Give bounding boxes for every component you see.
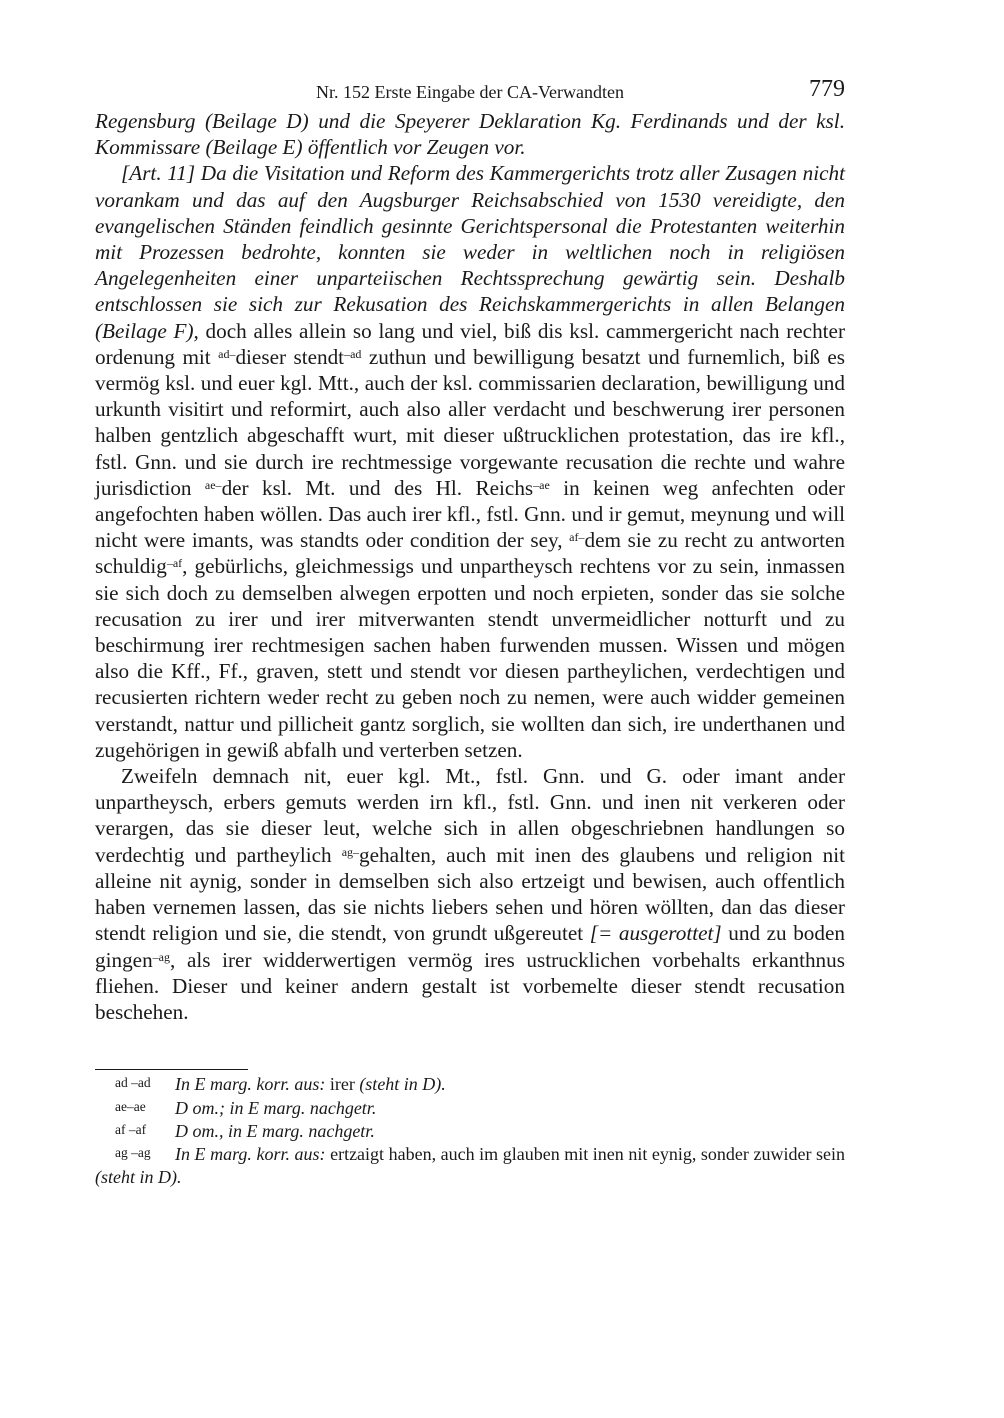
footnotes [95,1072,845,1188]
footnote-mark: af –af [115,1121,147,1137]
footnote [95,1072,845,1095]
footnote-marker: –ae [533,477,550,492]
source-text: gehalten, auch mit inen des glaubens und religion nit alleine nit aynig, sonder in demselben sich also ertzeigt und bewisen, auch offentlich haben vernemen lassen, das sie nichts liebers sehen und hören wöllten, dan das dieser stendt religion und sie, die stendt, von grundt ußgereutet [95,842,846,946]
main-text [95,108,845,1025]
editorial-summary: [Art. 11] Da die Visitation und Reform des Kammergerichts trotz aller Zusagen nicht vorankam und das auf den Augsburger Reichsabschied von 1530 vereidigte, den evangelischen Ständen feindlich gesinnte Gerichtspersonal die Protestanten weiterhin mit Prozessen bedrohte, konnten sie weder in weltlichen noch in religiösen Angelegenheiten einer unparteiischen Rechtssprechung gewärtig sein. Deshalb entschlossen sie sich zur Rekusation des Reichskammergerichts in allen Belangen (Beilage F), [95,161,845,343]
document-page [95,78,845,1188]
footnote-marker: –af [166,556,183,571]
source-text: , als irer widderwertigen vermög ires ustrucklichen vorbehalts erkanthnus fliehen. Dieser und keiner andern gestalt ist vorbemelte dieser stendt recusation beschehen. [95,947,845,1024]
editorial-summary: Regensburg (Beilage D) und die Speyerer Deklaration Kg. Ferdinands und der ksl. Kommissare (Beilage E) öffentlich vor Zeugen vor. [95,109,845,160]
footnote-mark: ae–ae [115,1098,146,1114]
footnote-marker: ag– [341,844,360,859]
footnote [95,1119,845,1142]
footnote-text: D om.; in E marg. nachgetr. [175,1097,377,1118]
source-text: in keinen weg anfechten oder angefochten haben wöllen. Das auch irer kfl., fstl. Gnn. und ir gemut, meynung und will nicht were imants, was standts oder condition der sey, [95,475,845,553]
footnote-marker: af– [569,530,585,545]
page-number: 779 [809,76,845,102]
paragraph-3 [95,763,845,1025]
footnote-mark: ag –ag [115,1145,151,1161]
source-text: dieser stendt [235,344,345,369]
source-text: zuthun und bewilligung besatzt und furnemlich, biß es vermög ksl. und euer kgl. Mtt., auch der ksl. commissarien declaration, bewilligung und urkunth visitirt und reformirt, auch also aller verdacht und beschwerung irer personen halben gentzlich abgeschafft wurt, mit dieser ußtrucklichen protestation, das ire kfl., fstl. Gnn. und sie durch ire rechtmessige vorgewante recusation die rechte und wahre jurisdiction [95,344,846,500]
footnote-rule [95,1069,248,1070]
footnote-mark: ad –ad [115,1075,151,1091]
paragraph-2 [95,160,845,763]
editorial-gloss: [= ausgerottet] [589,921,722,946]
running-header [95,78,845,108]
running-title: Nr. 152 Erste Eingabe der CA-Verwandten [316,82,624,102]
footnote [95,1142,845,1188]
source-text: , gebürlichs, gleichmessigs und unpartheysch rechtens vor zu sein, inmassen sie sich doch zu demselben alwegen erpotten und noch erpieten, sonder das sie solche recusation zu irer und irer mitverwanten stendt unvermeidlicher notturft und zu beschirmung irer rechtmesigen sachen haben furwenden mussen. Wissen und mögen also die Kff., Ff., graven, stett und stendt vor diesen partheylichen, verdechtigen und recusierten richtern weder recht zu geben noch zu nemen, were auch widder gemeinen verstandt, nattur und pillicheit gantz sorglich, sie wollten dan sich, ire underthanen und zugehörigen in gewiß abfalh und verterben setzen. [95,554,845,762]
source-text: der ksl. Mt. und des Hl. Reichs [221,475,534,500]
paragraph-1 [95,108,845,160]
footnote-marker: –ag [152,949,170,964]
footnote [95,1096,845,1119]
footnote-marker: ad– [218,346,236,361]
footnote-text: In E marg. korr. aus: [175,1144,326,1165]
source-text: dem sie zu recht zu antworten schuldig [95,528,845,579]
footnote-text: (steht in D). [95,1166,182,1187]
footnote-marker: ae– [204,477,222,492]
footnote-marker: –ad [344,346,362,361]
source-text: Zweifeln demnach nit, euer kgl. Mt., fstl. Gnn. und G. oder imant ander unpartheysch, erbers gemuts werden irn kfl., fstl. Gnn. und inen nit verkeren oder verargen, das sie dieser leut, welche sich in allen obgeschriebnen handlungen so verdechtig und partheylich [95,764,845,867]
footnote-text: In E marg. korr. aus: [175,1074,326,1095]
source-text: doch alles allein so lang und viel, biß dis ksl. cammergericht nach rechter ordenung mit [95,318,846,369]
footnote-text: (steht in D). [359,1074,446,1095]
footnote-text: irer [325,1074,360,1095]
footnote-text: ertzaigt haben, auch im glauben mit inen nit eynig, sonder zuwider sein [325,1144,845,1165]
source-text: und zu boden gingen [95,921,845,972]
footnote-text: D om., in E marg. nachgetr. [175,1120,375,1141]
